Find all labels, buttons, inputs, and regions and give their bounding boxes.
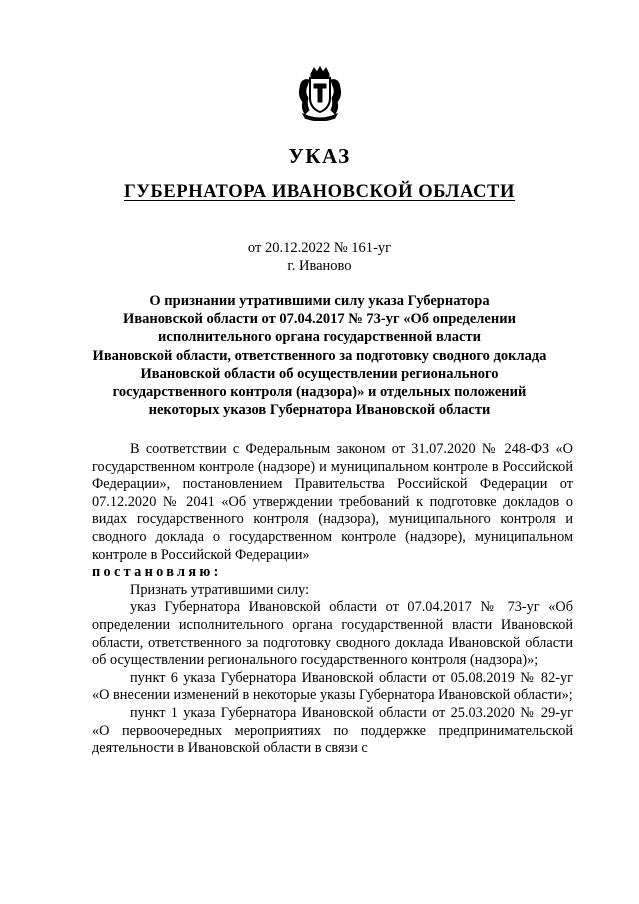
heading-line: Ивановской области об осуществлении регионального: [140, 365, 499, 382]
repealed-item: пункт 1 указа Губернатора Ивановской области от 25.03.2020 № 29-уг «О первоочередных мероприятиях по поддержке предпринимательской деятельности в Ивановской области в связи с: [92, 704, 573, 757]
decree-body: [92, 441, 573, 758]
heading-line: Ивановской области от 07.04.2017 № 73-уг «Об определении: [123, 311, 516, 328]
resolve-word: постановляю:: [92, 564, 222, 581]
preamble-paragraph: В соответствии с Федеральным законом от 31.07.2020 № 248-ФЗ «О государственном контроле (надзоре) и муниципальном контроле в Российской Федерации», постановлением Правительства Российской Федерации от 07.12.2020 № 2041 «Об утверждении требований к подготовке докладов о видах государственного контроля (надзора), муниципального контроля и сводного доклада о государственном контроле (надзоре), муниципальном контроле в Российской Федерации»: [92, 441, 573, 563]
heading-line: государственного контроля (надзора)» и отдельных положений: [112, 384, 527, 401]
decree-heading: [60, 292, 579, 419]
repealed-item: пункт 6 указа Губернатора Ивановской области от 05.08.2019 № 82-уг «О внесении изменений в некоторые указы Губернатора Ивановской области»;: [92, 669, 573, 704]
city-line: г. Иваново: [287, 258, 352, 274]
document-type-title: УКАЗ: [288, 144, 351, 168]
intro-paragraph: Признать утратившими силу:: [130, 581, 310, 598]
heading-line: некоторых указов Губернатора Ивановской области: [148, 402, 491, 419]
heading-line: исполнительного органа государственной власти: [158, 329, 481, 346]
repealed-item: указ Губернатора Ивановской области от 07.04.2017 № 73-уг «Об определении исполнительного органа государственной власти Ивановской области, ответственного за подготовку сводного доклада Ивановской области об осуществлении регионального государственного контроля (надзора)»;: [92, 599, 573, 669]
heading-line: О признании утратившими силу указа Губернатора: [149, 293, 490, 309]
issuer-title: ГУБЕРНАТОРА ИВАНОВСКОЙ ОБЛАСТИ: [124, 182, 515, 202]
date-block: [60, 239, 579, 275]
date-number-line: от 20.12.2022 № 161-уг: [247, 240, 392, 256]
ivanovo-coat-of-arms-icon: [297, 66, 343, 121]
heading-line: Ивановской области, ответственного за подготовку сводного доклада: [92, 347, 547, 364]
